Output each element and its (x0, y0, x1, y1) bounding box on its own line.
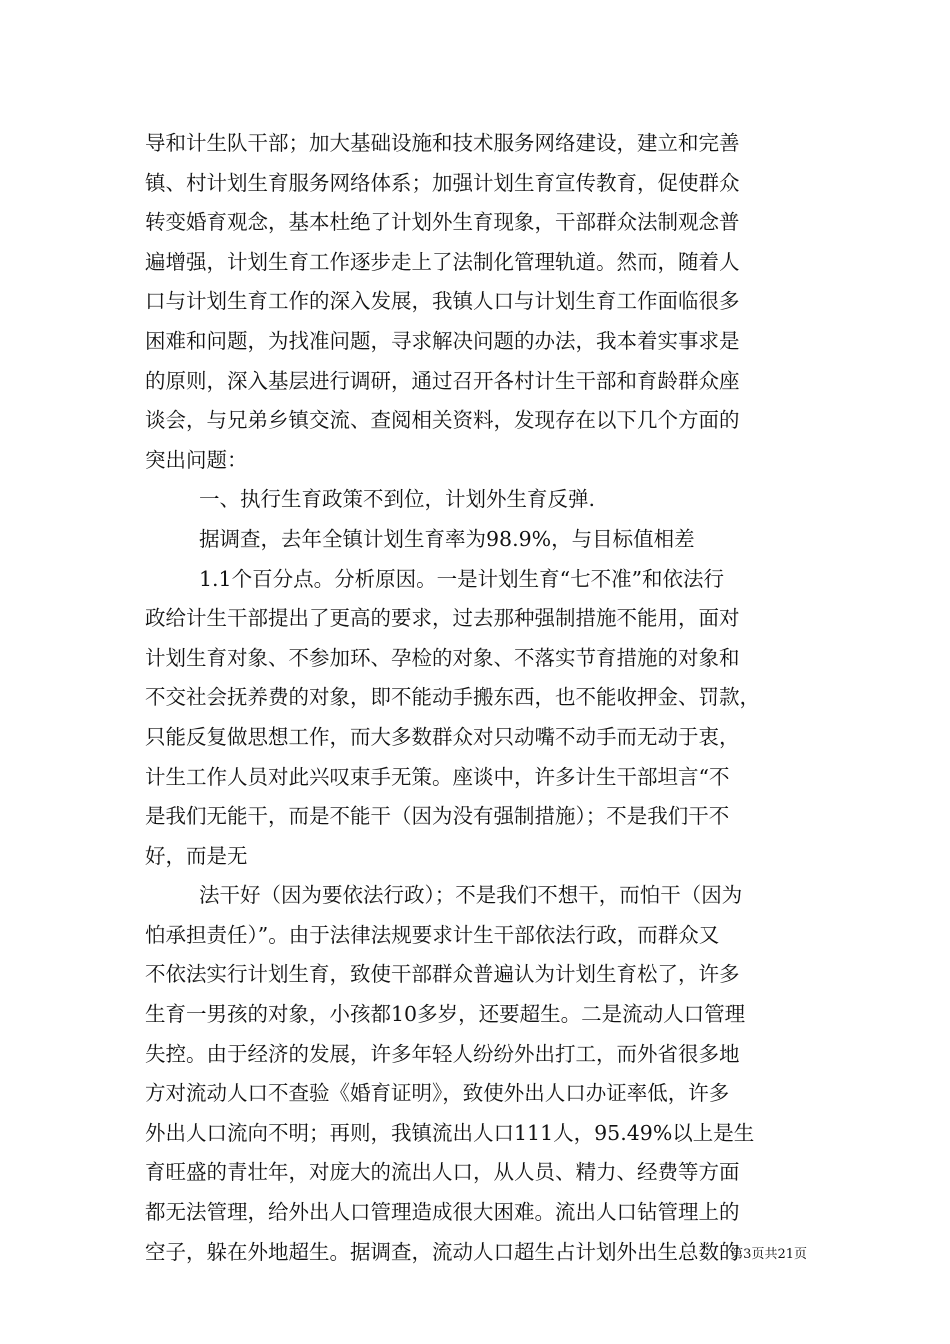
text-line: 只能反复做思想工作，而大多数群众对只动嘴不动手而无动于衷， (145, 724, 740, 749)
text-line: 失控。由于经济的发展，许多年轻人纷纷外出打工，而外省很多地 (145, 1041, 740, 1066)
text-line: 的原则，深入基层进行调研，通过召开各村计生干部和育龄群众座 (145, 368, 740, 393)
text-line: 谈会，与兄弟乡镇交流、查阅相关资料，发现存在以下几个方面的 (145, 408, 740, 433)
section-heading: 一、执行生育政策不到位，计划外生育反弹. (199, 487, 596, 512)
text-line: 政给计生干部提出了更高的要求，过去那种强制措施不能用，面对 (145, 606, 740, 631)
text-line: 不依法实行计划生育，致使干部群众普遍认为计划生育松了，许多 (145, 962, 740, 987)
text-line: 1.1个百分点。分析原因。一是计划生育“七不准”和依法行 (199, 566, 725, 591)
text-line: 镇、村计划生育服务网络体系；加强计划生育宣传教育，促使群众 (145, 170, 740, 195)
text-line: 生育一男孩的对象，小孩都10多岁，还要超生。二是流动人口管理 (145, 1002, 746, 1027)
text-line: 不交社会抚养费的对象，即不能动手搬东西，也不能收押金、罚款， (145, 685, 760, 710)
page-number-footer: 第3页共21页 (730, 1247, 807, 1262)
text-line: 外出人口流向不明；再则，我镇流出人口111人，95.49%以上是生 (145, 1120, 755, 1145)
text-line: 是我们无能干，而是不能干（因为没有强制措施）；不是我们干不 (145, 804, 730, 829)
text-line: 方对流动人口不查验《婚育证明》，致使外出人口办证率低，许多 (145, 1081, 730, 1106)
text-line: 育旺盛的青壮年，对庞大的流出人口，从人员、精力、经费等方面 (145, 1160, 740, 1185)
text-line: 困难和问题，为找准问题，寻求解决问题的办法，我本着实事求是 (145, 328, 740, 353)
text-line: 空子，躲在外地超生。据调查，流动人口超生占计划外出生总数的 (145, 1239, 740, 1264)
text-line: 怕承担责任）”。由于法律法规要求计生干部依法行政，而群众又 (145, 922, 720, 947)
text-line: 计生工作人员对此兴叹束手无策。座谈中，许多计生干部坦言“不 (145, 764, 730, 789)
text-line: 据调查，去年全镇计划生育率为98.9%，与目标值相差 (199, 526, 695, 551)
body-text (145, 124, 810, 1272)
text-line: 法干好（因为要依法行政）；不是我们不想干，而怕干（因为 (199, 883, 743, 908)
text-line: 突出问题： (145, 447, 248, 472)
text-line: 口与计划生育工作的深入发展，我镇人口与计划生育工作面临很多 (145, 289, 740, 314)
text-line: 遍增强，计划生育工作逐步走上了法制化管理轨道。然而，随着人 (145, 249, 740, 274)
text-line: 转变婚育观念，基本杜绝了计划外生育现象，干部群众法制观念普 (145, 210, 740, 235)
text-line: 好，而是无 (145, 843, 248, 868)
text-line: 计划生育对象、不参加环、孕检的对象、不落实节育措施的对象和 (145, 645, 740, 670)
text-line: 都无法管理，给外出人口管理造成很大困难。流出人口钻管理上的 (145, 1200, 740, 1225)
text-line: 导和计生队干部；加大基础设施和技术服务网络建设，建立和完善 (145, 131, 740, 155)
